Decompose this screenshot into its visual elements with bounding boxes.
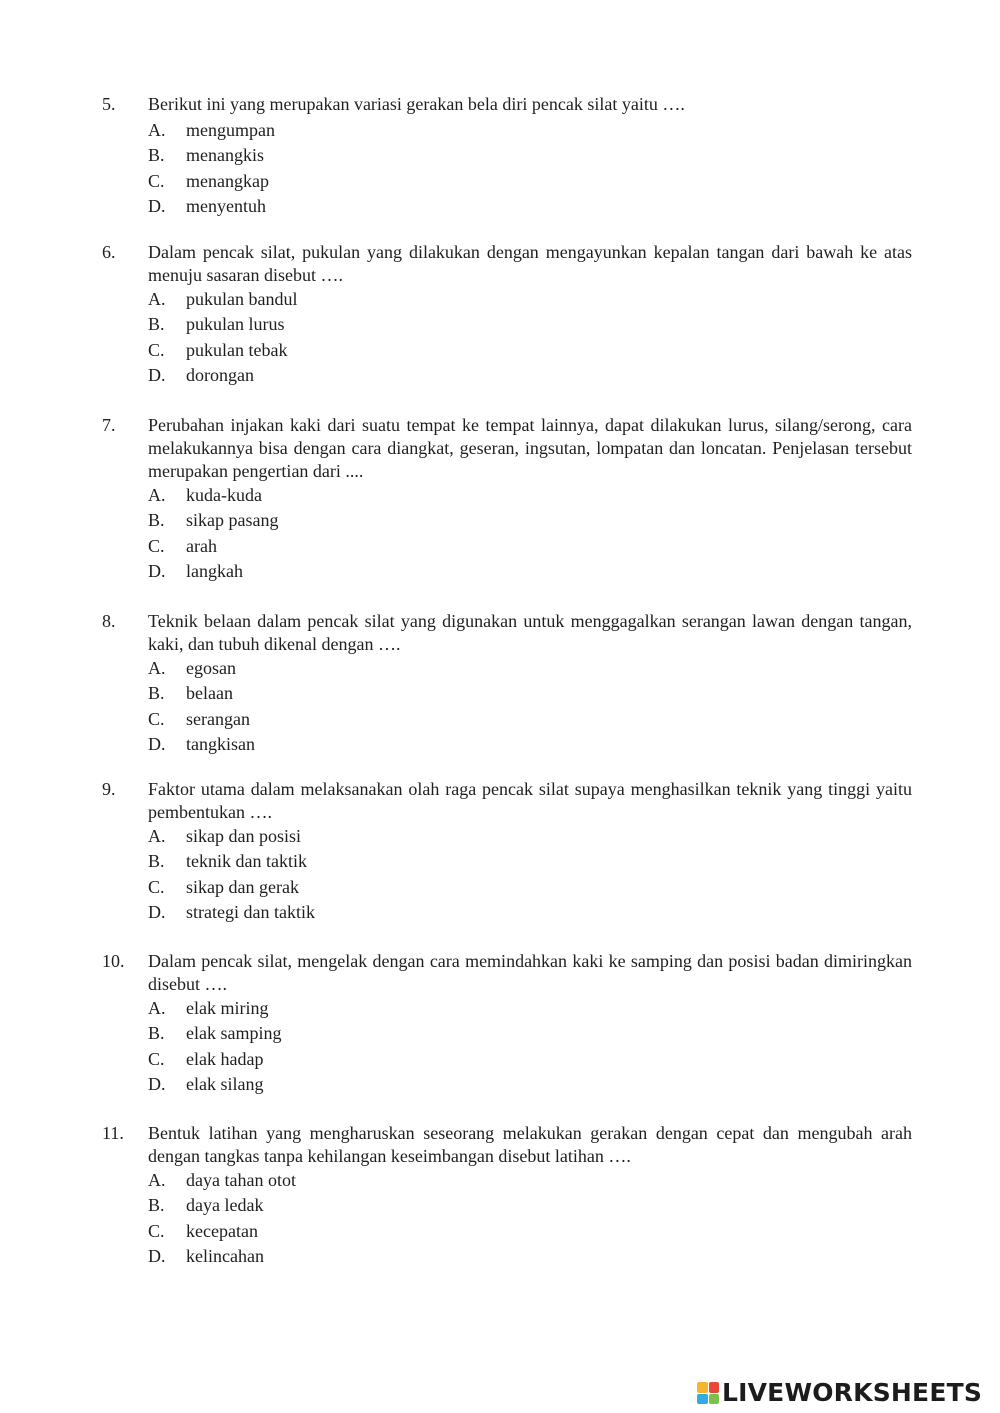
- option-d[interactable]: [148, 732, 648, 757]
- option-d[interactable]: [148, 1244, 648, 1269]
- option-a[interactable]: [148, 1168, 648, 1193]
- option-text: daya ledak: [186, 1195, 264, 1216]
- option-b[interactable]: [148, 1021, 648, 1046]
- option-letter: A.: [148, 826, 166, 846]
- option-d[interactable]: [148, 559, 648, 584]
- option-text: elak miring: [186, 998, 269, 1018]
- option-text: arah: [186, 535, 217, 556]
- question-text: Teknik belaan dalam pencak silat yang digunakan untuk menggagalkan serangan lawan dengan tangan, kaki, dan tubuh dikenal dengan ….: [148, 611, 912, 654]
- option-text: menyentuh: [186, 195, 266, 216]
- question-number: 5.: [102, 94, 116, 114]
- option-letter: B.: [148, 145, 165, 166]
- answer-options: [148, 287, 648, 388]
- logo-tile: [697, 1382, 708, 1393]
- option-c[interactable]: [148, 1219, 648, 1244]
- option-b[interactable]: [148, 849, 648, 874]
- option-text: pukulan lurus: [186, 314, 285, 335]
- answer-options: [148, 824, 648, 925]
- question-number: 11.: [102, 1123, 124, 1143]
- option-letter: C.: [148, 708, 165, 729]
- question-number: 10.: [102, 951, 125, 971]
- option-text: egosan: [186, 658, 236, 678]
- option-text: elak silang: [186, 1073, 264, 1094]
- liveworksheets-brand[interactable]: [697, 1378, 982, 1408]
- option-b[interactable]: [148, 681, 648, 706]
- answer-options: [148, 1168, 648, 1269]
- option-text: elak hadap: [186, 1048, 264, 1069]
- question-number: 8.: [102, 611, 116, 631]
- option-a[interactable]: [148, 118, 648, 143]
- brand-name: LIVEWORKSHEETS: [722, 1378, 983, 1407]
- option-c[interactable]: [148, 338, 648, 363]
- option-d[interactable]: [148, 194, 648, 219]
- option-d[interactable]: [148, 1072, 648, 1097]
- option-c[interactable]: [148, 875, 648, 900]
- option-d[interactable]: [148, 363, 648, 388]
- option-letter: C.: [148, 876, 165, 897]
- option-letter: B.: [148, 851, 165, 872]
- option-text: kelincahan: [186, 1245, 264, 1266]
- option-text: teknik dan taktik: [186, 851, 307, 872]
- option-a[interactable]: [148, 287, 648, 312]
- option-letter: A.: [148, 658, 166, 678]
- option-text: strategi dan taktik: [186, 901, 315, 922]
- option-letter: D.: [148, 1073, 166, 1094]
- option-text: kecepatan: [186, 1220, 258, 1241]
- option-b[interactable]: [148, 143, 648, 168]
- option-a[interactable]: [148, 824, 648, 849]
- option-letter: D.: [148, 560, 166, 581]
- answer-options: [148, 656, 648, 757]
- option-letter: B.: [148, 1023, 165, 1044]
- option-text: elak samping: [186, 1023, 282, 1044]
- question-text: Berikut ini yang merupakan variasi gerakan bela diri pencak silat yaitu ….: [148, 94, 685, 114]
- option-text: sikap dan gerak: [186, 876, 299, 897]
- option-letter: D.: [148, 901, 166, 922]
- answer-options: [148, 118, 648, 219]
- logo-tile: [709, 1394, 720, 1405]
- option-d[interactable]: [148, 900, 648, 925]
- answer-options: [148, 483, 648, 584]
- option-text: belaan: [186, 683, 233, 704]
- option-letter: D.: [148, 195, 166, 216]
- option-a[interactable]: [148, 996, 648, 1021]
- option-text: pukulan tebak: [186, 339, 288, 360]
- option-letter: A.: [148, 1170, 166, 1190]
- option-text: dorongan: [186, 364, 254, 385]
- option-text: langkah: [186, 560, 243, 581]
- option-c[interactable]: [148, 707, 648, 732]
- option-letter: C.: [148, 170, 165, 191]
- logo-tile: [709, 1382, 720, 1393]
- option-text: sikap dan posisi: [186, 826, 301, 846]
- option-text: sikap pasang: [186, 510, 279, 531]
- answer-options: [148, 996, 648, 1097]
- option-letter: B.: [148, 683, 165, 704]
- question-text: Dalam pencak silat, pukulan yang dilakukan dengan mengayunkan kepalan tangan dari bawah ke atas menuju sasaran disebut ….: [148, 242, 912, 285]
- question-number: 9.: [102, 779, 116, 799]
- option-letter: C.: [148, 535, 165, 556]
- option-letter: B.: [148, 314, 165, 335]
- option-text: pukulan bandul: [186, 289, 298, 309]
- option-c[interactable]: [148, 169, 648, 194]
- option-text: mengumpan: [186, 120, 275, 140]
- question-number: 7.: [102, 415, 116, 435]
- option-text: serangan: [186, 708, 250, 729]
- option-text: daya tahan otot: [186, 1170, 296, 1190]
- question-text: Faktor utama dalam melaksanakan olah raga pencak silat supaya menghasilkan teknik yang tinggi yaitu pembentukan ….: [148, 779, 912, 822]
- option-text: kuda-kuda: [186, 485, 262, 505]
- option-letter: B.: [148, 1195, 165, 1216]
- option-c[interactable]: [148, 1047, 648, 1072]
- option-c[interactable]: [148, 534, 648, 559]
- option-b[interactable]: [148, 508, 648, 533]
- option-letter: C.: [148, 339, 165, 360]
- option-letter: A.: [148, 289, 166, 309]
- option-letter: D.: [148, 364, 166, 385]
- option-letter: C.: [148, 1048, 165, 1069]
- question-text: Perubahan injakan kaki dari suatu tempat ke tempat lainnya, dapat dilakukan lurus, silang/serong, cara melakukannya bisa dengan cara diangkat, geseran, ingsutan, lompatan dan loncatan. Penjelasan tersebut merupakan pengertian dari ....: [148, 415, 912, 481]
- option-letter: D.: [148, 733, 166, 754]
- question-text: Dalam pencak silat, mengelak dengan cara memindahkan kaki ke samping dan posisi badan dimiringkan disebut ….: [148, 951, 912, 994]
- option-b[interactable]: [148, 312, 648, 337]
- liveworksheets-logo-icon: [697, 1382, 719, 1404]
- option-letter: A.: [148, 485, 166, 505]
- question-number: 6.: [102, 242, 116, 262]
- option-letter: C.: [148, 1220, 165, 1241]
- option-letter: A.: [148, 998, 166, 1018]
- option-letter: A.: [148, 120, 166, 140]
- option-letter: B.: [148, 510, 165, 531]
- option-letter: D.: [148, 1245, 166, 1266]
- question-text: Bentuk latihan yang mengharuskan seseorang melakukan gerakan dengan cepat dan mengubah arah dengan tangkas tanpa kehilangan keseimbangan disebut latihan ….: [148, 1123, 912, 1166]
- option-text: menangkis: [186, 145, 264, 166]
- logo-tile: [697, 1394, 708, 1405]
- option-text: menangkap: [186, 170, 269, 191]
- option-b[interactable]: [148, 1193, 648, 1218]
- option-a[interactable]: [148, 483, 648, 508]
- option-a[interactable]: [148, 656, 648, 681]
- option-text: tangkisan: [186, 733, 255, 754]
